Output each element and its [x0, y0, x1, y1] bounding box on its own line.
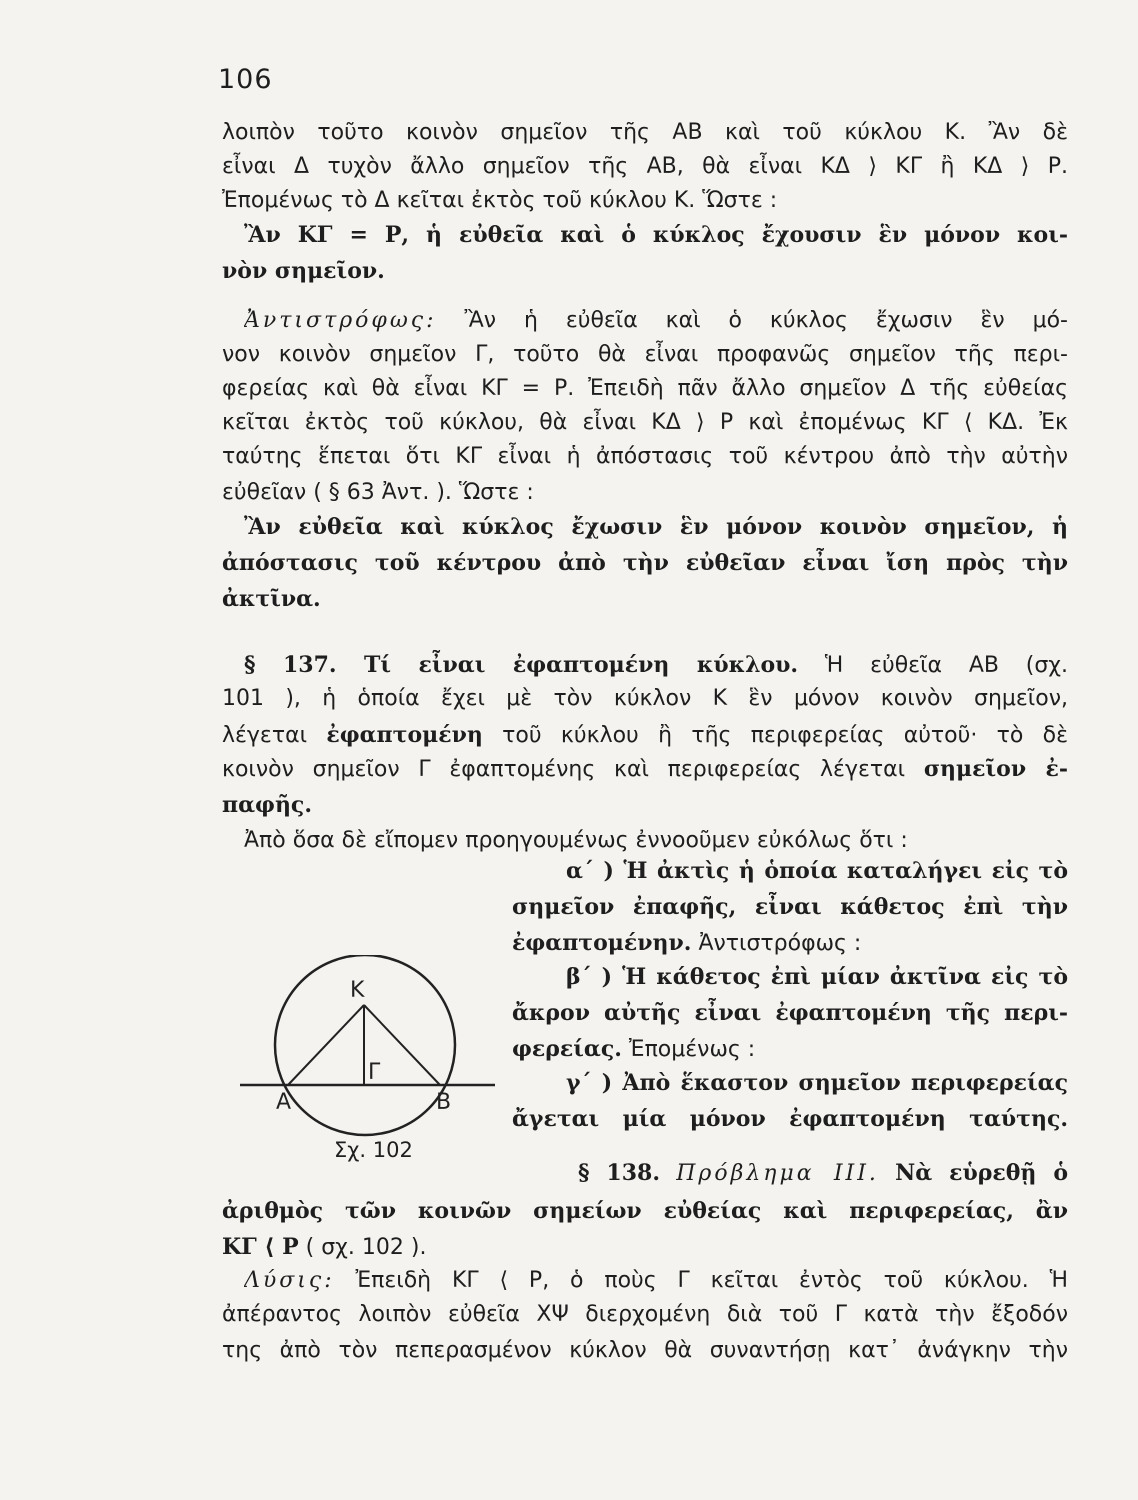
theorem-line: Ἂν εὐθεῖα καὶ κύκλος ἔχωσιν ἓν μόνον κοινὸν σημεῖον, ἡ: [244, 514, 1068, 540]
text-line: Ἀπὸ ὅσα δὲ εἴπομεν προηγουμένως ἐννοοῦμεν εὐκόλως ὅτι :: [244, 828, 908, 853]
text-line: λοιπὸν τοῦτο κοινὸν σημεῖον τῆς ΑΒ καὶ τοῦ κύκλου Κ. Ἂν δὲ: [222, 120, 1068, 145]
page-number: 106: [218, 64, 273, 95]
text-line: κεῖται ἐκτὸς τοῦ κύκλου, θὰ εἶναι ΚΔ ⟩ Ρ καὶ ἐπομένως ΚΓ ⟨ ΚΔ. Ἐκ: [222, 410, 1068, 435]
figure-102: [240, 955, 500, 1155]
label-k: Κ: [350, 978, 365, 1003]
label-b: Β: [436, 1090, 452, 1115]
proposition-line: β΄ ) Ἡ κάθετος ἐπὶ μίαν ἀκτῖνα εἰς τὸ: [566, 964, 1068, 990]
text-line: εἶναι Δ τυχὸν ἄλλο σημεῖον τῆς ΑΒ, θὰ εἶναι ΚΔ ⟩ ΚΓ ἢ ΚΔ ⟩ Ρ.: [222, 154, 1068, 179]
text-line: ΚΓ ⟨ Ρ ( σχ. 102 ).: [222, 1234, 427, 1260]
theorem-line: Ἂν ΚΓ = Ρ, ἡ εὐθεῖα καὶ ὁ κύκλος ἔχουσιν ἓν μόνον κοι-: [244, 222, 1068, 248]
proposition-line: γ΄ ) Ἀπὸ ἕκαστον σημεῖον περιφερείας: [566, 1070, 1068, 1096]
proposition-line: ἄγεται μία μόνον ἐφαπτομένη ταύτης.: [512, 1106, 1068, 1132]
proposition-line: α΄ ) Ἡ ἀκτὶς ἡ ὁποία καταλήγει εἰς τὸ: [566, 858, 1068, 884]
figure-caption: Σχ. 102: [334, 1138, 413, 1162]
proposition-line: ἄκρον αὐτῆς εἶναι ἐφαπτομένη τῆς περι-: [512, 1000, 1068, 1026]
section-heading-line: § 138. Πρόβλημα ΙΙΙ. Νὰ εὑρεθῇ ὁ: [578, 1160, 1068, 1186]
theorem-line: νὸν σημεῖον.: [222, 258, 385, 284]
text-line: παφῆς.: [222, 792, 312, 818]
text-line: ταύτης ἕπεται ὅτι ΚΓ εἶναι ἡ ἀπόστασις τοῦ κέντρου ἀπὸ τὴν αὐτὴν: [222, 444, 1068, 469]
text-line: εὐθεῖαν ( § 63 Ἀντ. ). Ὥστε :: [222, 480, 534, 505]
section-heading: § 137. Τί εἶναι ἐφαπτομένη κύκλου.: [244, 652, 799, 678]
solution-label: Λύσις:: [244, 1268, 335, 1293]
text-line: Λύσις: Ἐπειδὴ ΚΓ ⟨ Ρ, ὁ ποὺς Γ κεῖται ἐντὸς τοῦ κύκλου. Ἡ: [244, 1268, 1068, 1293]
text-line: ἀριθμὸς τῶν κοινῶν σημείων εὐθείας καὶ περιφερείας, ἂν: [222, 1198, 1068, 1224]
label-g: Γ: [368, 1060, 381, 1085]
text-line: λέγεται ἐφαπτομένη τοῦ κύκλου ἢ τῆς περιφερείας αὐτοῦ· τὸ δὲ: [222, 722, 1068, 748]
proposition-line: φερείας. Ἐπομένως :: [512, 1036, 756, 1062]
proposition-line: σημεῖον ἐπαφῆς, εἶναι κάθετος ἐπὶ τὴν: [512, 894, 1068, 920]
text-line: της ἀπὸ τὸν πεπερασμένον κύκλον θὰ συναντήσῃ κατ᾽ ἀνάγκην τὴν: [222, 1338, 1068, 1363]
label-a: Α: [276, 1090, 292, 1115]
theorem-line: ἀπόστασις τοῦ κέντρου ἀπὸ τὴν εὐθεῖαν εἶναι ἴση πρὸς τὴν: [222, 550, 1068, 576]
text-line: Ἀντιστρόφως: Ἂν ἡ εὐθεῖα καὶ ὁ κύκλος ἔχωσιν ἓν μό-: [244, 308, 1068, 333]
theorem-line: ἀκτῖνα.: [222, 586, 321, 612]
text-line: νον κοινὸν σημεῖον Γ, τοῦτο θὰ εἶναι προφανῶς σημεῖον τῆς περι-: [222, 342, 1068, 367]
text-line: κοινὸν σημεῖον Γ ἐφαπτομένης καὶ περιφερείας λέγεται σημεῖον ἐ-: [222, 756, 1068, 782]
text-line: Ἐπομένως τὸ Δ κεῖται ἐκτὸς τοῦ κύκλου Κ. Ὥστε :: [222, 188, 778, 213]
proposition-line: ἐφαπτομένην. Ἀντιστρόφως :: [512, 930, 862, 956]
text-line: φερείας καὶ θὰ εἶναι ΚΓ = Ρ. Ἐπειδὴ πᾶν ἄλλο σημεῖον Δ τῆς εὐθείας: [222, 376, 1068, 401]
converse-label: Ἀντιστρόφως:: [244, 308, 437, 333]
text-line: ἀπέραντος λοιπὸν εὐθεῖα ΧΨ διερχομένη διὰ τοῦ Γ κατὰ τὴν ἔξοδόν: [222, 1302, 1068, 1327]
segment-ka: [288, 1005, 364, 1085]
section-number: § 138.: [578, 1160, 660, 1186]
problem-label: Πρόβλημα ΙΙΙ.: [676, 1161, 879, 1186]
section-heading-line: § 137. Τί εἶναι ἐφαπτομένη κύκλου. Ἡ εὐθεῖα ΑΒ (σχ.: [244, 652, 1068, 678]
text-line: 101 ), ἡ ὁποία ἔχει μὲ τὸν κύκλον Κ ἓν μόνον κοινὸν σημεῖον,: [222, 686, 1068, 711]
